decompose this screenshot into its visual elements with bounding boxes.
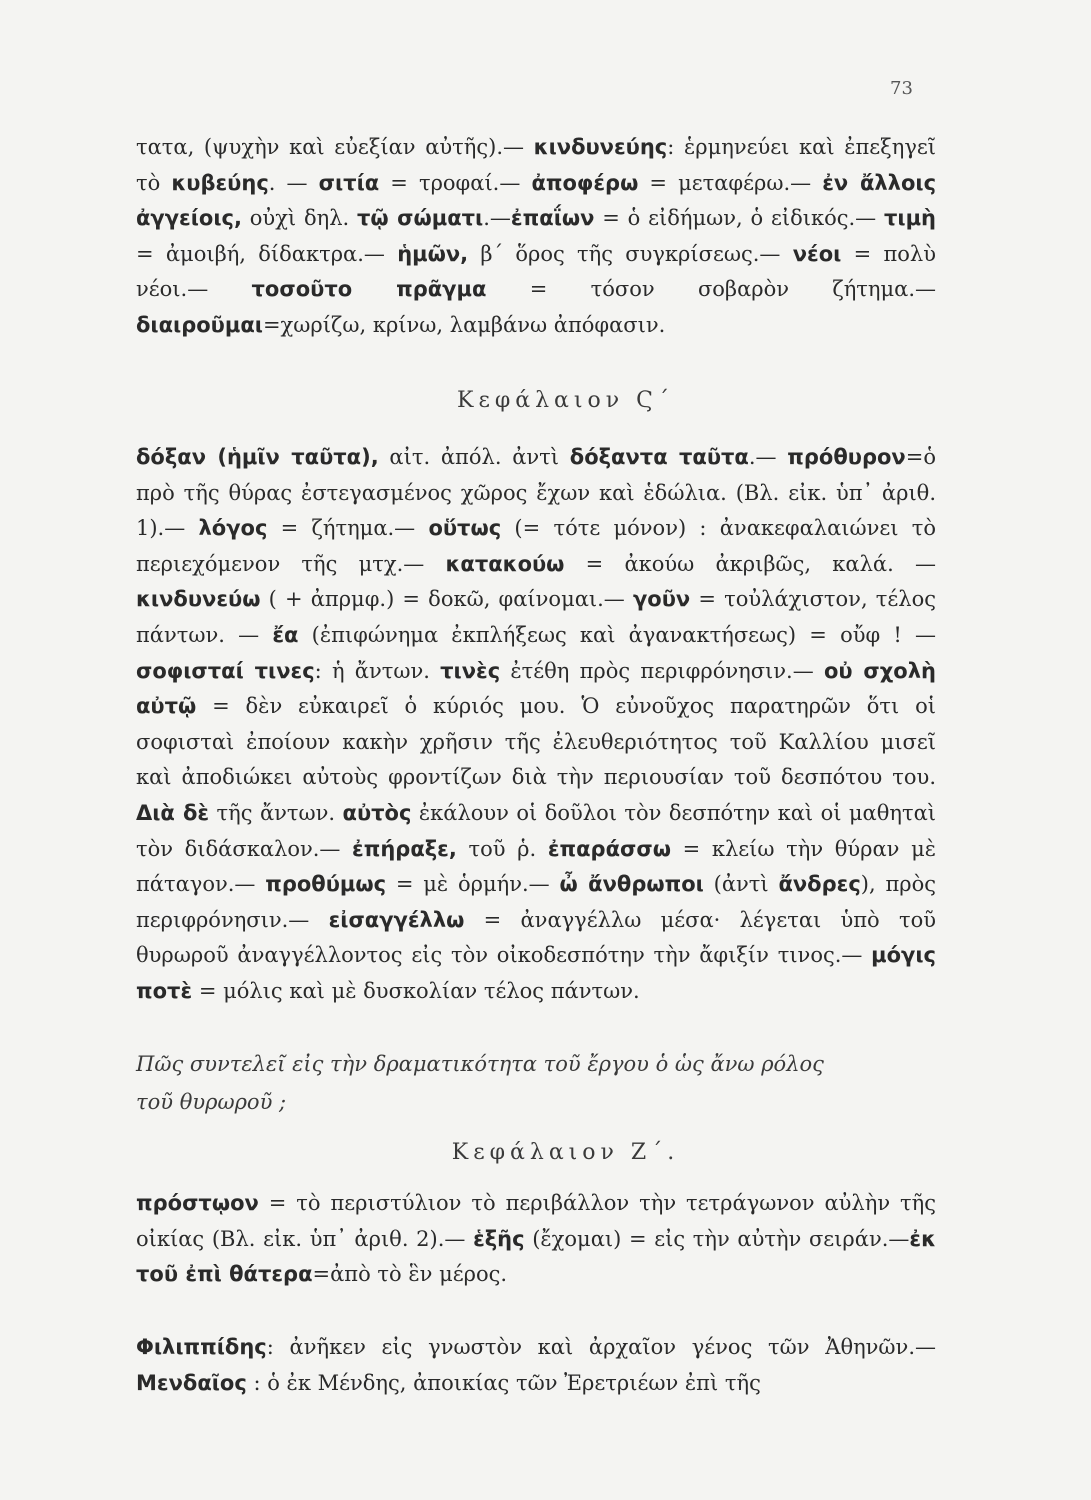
text-run: = ἀναγγέλλω μέσα· λέγεται ὑπὸ τοῦ θυρωροῦ ἀναγγέλλοντος εἰς τὸν οἰκοδεσπότην τὴν ἄφιξίν τινος.— <box>136 907 936 968</box>
term: ἀποφέρω <box>531 170 639 195</box>
text-run: . — <box>268 170 319 195</box>
text-run: = τὸ περιστύλιον τὸ περιβάλλον τὴν τετράγωνον αὐλὴν τῆς οἰκίας (Βλ. εἰκ. ὑπ᾿ ἀριθ. 2).— <box>136 1191 936 1251</box>
term: ἐπήραξε, <box>352 836 457 861</box>
term: κυβεύης <box>171 170 269 195</box>
chapter-heading-7: Κεφάλαιον Ζ΄. <box>451 1140 680 1165</box>
chapter-heading-6: Κεφάλαιον Ϛ΄ <box>457 388 674 413</box>
text-run: αἰτ. ἀπόλ. ἀντὶ <box>378 445 570 469</box>
question-line-2: τοῦ θυρωροῦ ; <box>136 1090 287 1114</box>
term: ἑξῆς <box>473 1226 525 1251</box>
term: κινδυνεύης <box>533 135 668 159</box>
text-run: =ὁ πρὸ τῆς θύρας ἐστεγασμένος χῶρος ἔχων καὶ ἑδώλια. (Βλ. εἰκ. ὑπ᾿ ἀριθ. 1).— <box>136 445 936 541</box>
term: γοῦν <box>632 587 691 612</box>
text-run: (ἔχομαι) = εἰς τὴν αὐτὴν σειράν.— <box>524 1226 910 1251</box>
text-run: ( + ἀπρμφ.) = δοκῶ, φαίνομαι.— <box>260 587 633 612</box>
text-run: = ἀμοιβή, δίδακτρα.— <box>136 241 398 266</box>
paragraph-glossary-1 <box>136 130 936 344</box>
term: ἡμῶν, <box>397 241 469 266</box>
text-run: .— <box>483 206 511 231</box>
term: κινδυνεύω <box>136 587 261 612</box>
term: κατακούω <box>445 551 565 576</box>
term: εἰσαγγέλλω <box>328 907 465 932</box>
text-run: = μεταφέρω.— <box>638 170 823 195</box>
text-run: : ἀνῆκεν εἰς γνωστὸν καὶ ἀρχαῖον γένος τῶν Ἀθηνῶν.— <box>266 1335 936 1359</box>
term: διαιροῦμαι <box>136 312 263 337</box>
term: μόγις ποτὲ <box>136 943 936 1003</box>
term: ἐπαΐων <box>510 206 595 231</box>
term: προθύμως <box>265 872 387 897</box>
text-run: = μόλις καὶ μὲ δυσκολίαν τέλος πάντων. <box>192 978 640 1003</box>
text-run: τοῦ ῥ. <box>456 836 548 861</box>
text-run: .— <box>748 445 788 469</box>
text-run: ), πρὸς περιφρόνησιν.— <box>136 872 937 932</box>
text-run: = τροφαί.— <box>379 170 532 195</box>
paragraph-glossary-3 <box>136 1186 936 1293</box>
study-question <box>136 1045 936 1121</box>
term: Φιλιππίδης <box>136 1335 267 1359</box>
term: ἐκ τοῦ ἐπὶ θάτερα <box>136 1226 936 1287</box>
text-run: οὐχὶ δηλ. <box>241 206 358 231</box>
text-run: =ἀπὸ τὸ ἓν μέρος. <box>312 1262 508 1287</box>
term: Διὰ δὲ <box>136 800 210 825</box>
text-run: (= τότε μόνον) : ἀνακεφαλαιώνει τὸ περιεχόμενον τῆς μτχ.— <box>136 516 937 576</box>
paragraph-glossary-2 <box>136 440 936 1010</box>
text-run: =χωρίζω, κρίνω, λαμβάνω ἀπόφασιν. <box>262 312 666 337</box>
text-run: τῆς ἄντων. <box>209 800 343 825</box>
term: σιτία <box>318 170 380 195</box>
page-number: 73 <box>890 78 913 99</box>
term: Μενδαῖος <box>136 1370 247 1395</box>
text-run: : ἡ ἄντων. <box>314 658 441 683</box>
term: νέοι <box>792 241 842 266</box>
text-run: ἐκάλουν οἱ δοῦλοι τὸν δεσπότην καὶ οἱ μαθηταὶ τὸν διδάσκαλον.— <box>136 800 936 861</box>
paragraph-glossary-4 <box>136 1330 936 1401</box>
text-run: = ἀκούω ἀκριβῶς, καλά. — <box>564 551 936 576</box>
term: σοφισταί τινες <box>136 658 315 683</box>
term: πρόστῳον <box>136 1191 259 1215</box>
term: τινὲς <box>440 658 501 683</box>
text-run: τατα, (ψυχὴν καὶ εὐεξίαν αὐτῆς).— <box>136 135 534 159</box>
term: τῷ σώματι <box>357 206 484 231</box>
question-line-1: Πῶς συντελεῖ εἰς τὴν δραματικότητα τοῦ ἔργου ὁ ὡς ἄνω ρόλος <box>136 1052 824 1076</box>
text-run: (ἀντὶ <box>703 872 779 897</box>
text-run: = μὲ ὁρμήν.— <box>386 872 560 897</box>
term: ἔα <box>272 622 299 647</box>
term: λόγος <box>198 516 268 541</box>
text-run: β΄ ὅρος τῆς συγκρίσεως.— <box>468 241 793 266</box>
text-run: = τόσον σοβαρὸν ζήτημα.— <box>486 277 937 302</box>
term: δόξαν (ἡμῖν ταῦτα), <box>136 445 379 469</box>
term: ἐν ἄλλοις ἀγγείοις, <box>136 170 937 231</box>
term: οὐ σχολὴ αὐτῷ <box>136 658 936 719</box>
term: ἐπαράσσω <box>547 836 671 861</box>
text-run: ἐτέθη πρὸς περιφρόνησιν.— <box>500 658 824 683</box>
term: τιμὴ <box>884 206 936 231</box>
text-run: = ζήτημα.— <box>267 516 429 541</box>
text-run: (ἐπιφώνημα ἐκπλήξεως καὶ ἀγανακτήσεως) = οὔφ ! — <box>298 622 936 647</box>
term: πρόθυρον <box>787 445 906 469</box>
text-run: : ὁ ἐκ Μένδης, ἀποικίας τῶν Ἐρετριέων ἐπὶ τῆς <box>246 1370 761 1395</box>
text-run: = ὁ εἰδήμων, ὁ εἰδικός.— <box>594 206 884 231</box>
term: αὐτὸς <box>342 800 412 825</box>
text-run: = τοὐλάχιστον, τέλος πάντων. — <box>136 587 936 647</box>
term: οὕτως <box>428 516 502 541</box>
text-run: = δὲν εὐκαιρεῖ ὁ κύριός μου. Ὁ εὐνοῦχος παρατηρῶν ὅτι οἱ σοφισταὶ ἐποίουν κακὴν χρῆσιν τῆς ἐλευθεριότητος τοῦ Καλλίου μισεῖ καὶ ἀποδιώκει αὐτοὺς φροντίζων διὰ τὴν περιουσίαν τοῦ δεσπότου του. <box>136 694 936 790</box>
term: ἄνδρες <box>778 872 861 897</box>
text-run: = πολὺ νέοι.— <box>136 241 936 302</box>
term: ὦ ἄνθρωποι <box>559 872 704 897</box>
term: τοσοῦτο πρᾶγμα <box>251 277 487 302</box>
text-run: = κλείω τὴν θύραν μὲ πάταγον.— <box>136 836 937 897</box>
term: δόξαντα ταῦτα <box>569 445 749 469</box>
text-run: : ἑρμηνεύει καὶ ἐπεξηγεῖ τὸ <box>136 135 936 195</box>
